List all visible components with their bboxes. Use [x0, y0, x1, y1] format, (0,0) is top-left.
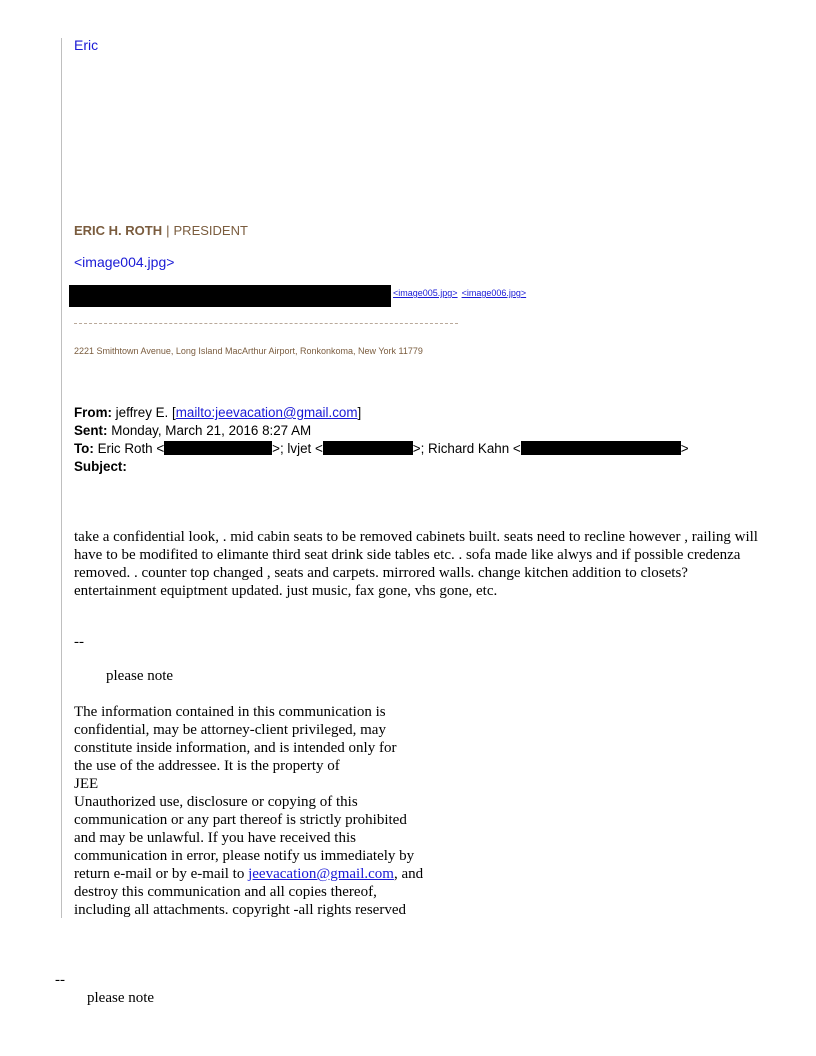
- disclaimer-line: confidential, may be attorney-client privileged, may: [74, 722, 386, 738]
- disclaimer-line: The information contained in this communication is: [74, 704, 386, 720]
- signature-address: 2221 Smithtown Avenue, Long Island MacArthur Airport, Ronkonkoma, New York 11779: [74, 346, 423, 356]
- sent-line: [74, 422, 689, 440]
- disclaimer-line: including all attachments. copyright -all rights reserved: [74, 902, 406, 918]
- to-name-richard: >; Richard Kahn <: [412, 441, 521, 456]
- disclaimer-email-link[interactable]: jeevacation@gmail.com: [248, 866, 394, 882]
- eric-link[interactable]: Eric: [74, 37, 99, 53]
- disclaimer-line: the use of the addressee. It is the property of: [74, 758, 340, 774]
- email-header: [74, 404, 689, 476]
- to-name-lvjet: >; lvjet <: [272, 441, 323, 456]
- from-mailto-link[interactable]: mailto:jeevacation@gmail.com: [175, 405, 358, 420]
- to-end: >: [680, 441, 689, 456]
- signature-separator: |: [166, 223, 170, 238]
- disclaimer: [74, 703, 474, 919]
- from-name: jeffrey E.: [115, 405, 169, 420]
- subject-label: Subject:: [74, 459, 127, 474]
- disclaimer-line: communication in error, please notify us immediately by: [74, 848, 415, 864]
- message-body: take a confidential look, . mid cabin seats to be removed cabinets built. seats need to recline however , railing will have to be modifited to elimante third seat drink side tables etc. . sofa made like alwys and if possible credenza removed. . counter top changed , seats and carpets. mirrored walls. change kitchen addition to closets? entertainment equiptment updated. just music, fax gone, vhs gone, etc.: [74, 529, 758, 599]
- sent-value: Monday, March 21, 2016 8:27 AM: [111, 423, 312, 438]
- to-label: To:: [74, 441, 94, 456]
- redacted-email: [521, 441, 681, 455]
- disclaimer-line: constitute inside information, and is intended only for: [74, 740, 397, 756]
- signature-name-title: [74, 223, 248, 238]
- disclaimer-line: Unauthorized use, disclosure or copying of this: [74, 794, 358, 810]
- disclaimer-line: destroy this communication and all copies thereof,: [74, 884, 377, 900]
- disclaimer-line: and may be unlawful. If you have received this: [74, 830, 356, 846]
- image004-placeholder[interactable]: <image004.jpg>: [74, 254, 175, 270]
- please-note: please note: [106, 668, 174, 684]
- quote-bar: [61, 38, 62, 918]
- redacted-email: [323, 441, 413, 455]
- from-line: From: jeffrey E. [mailto:jeevacation@gmail.com]: [74, 405, 362, 420]
- footer-dashes: --: [55, 972, 65, 988]
- to-name-eric: Eric Roth <: [97, 441, 165, 456]
- redaction-block: [69, 285, 391, 307]
- signature-title: PRESIDENT: [173, 223, 248, 238]
- sent-label: Sent:: [74, 423, 108, 438]
- redacted-email: [164, 441, 272, 455]
- to-line: [74, 440, 689, 458]
- disclaimer-email-line: [74, 865, 474, 883]
- disclaimer-line: JEE: [74, 776, 99, 792]
- signature-name: ERIC H. ROTH: [74, 223, 163, 238]
- email-line-suffix: , and: [393, 866, 424, 882]
- image006-link[interactable]: <image006.jpg>: [461, 288, 527, 298]
- image-links: [393, 288, 526, 298]
- email-line-prefix: return e-mail or by e-mail to: [74, 866, 249, 882]
- disclaimer-line: communication or any part thereof is strictly prohibited: [74, 812, 407, 828]
- subject-line: [74, 458, 689, 476]
- image005-link[interactable]: <image005.jpg>: [393, 288, 458, 298]
- signature-divider: [74, 323, 458, 324]
- from-label: From:: [74, 405, 112, 420]
- footer-please-note: please note: [87, 990, 155, 1006]
- sig-dashes: --: [74, 634, 84, 650]
